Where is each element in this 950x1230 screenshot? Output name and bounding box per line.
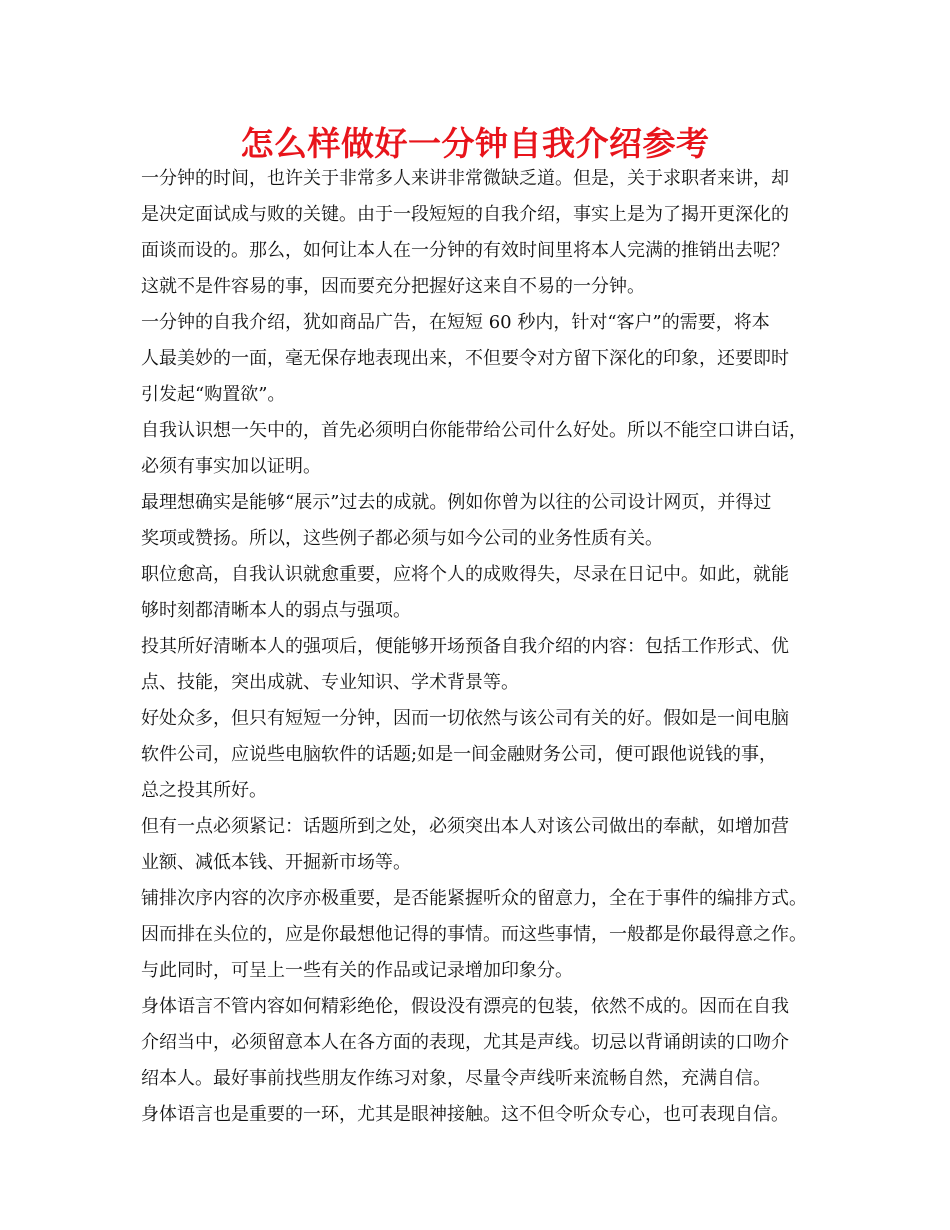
text-line: 总之投其所好。 [141, 780, 267, 801]
text-line: 好处众多，但只有短短一分钟，因而一切依然与该公司有关的好。假如是一间电脑 [141, 708, 789, 729]
text-line: 面谈而设的。那么，如何让本人在一分钟的有效时间里将本人完满的推销出去呢？ [141, 240, 789, 261]
text-line: 业额、减低本钱、开掘新市场等。 [141, 852, 411, 873]
text-line: 身体语言不管内容如何精彩绝伦，假设没有漂亮的包装，依然不成的。因而在自我 [141, 996, 789, 1017]
paragraph [141, 701, 831, 809]
paragraph [141, 989, 831, 1097]
paragraph [141, 557, 831, 629]
text-line: 绍本人。最好事前找些朋友作练习对象，尽量令声线听来流畅自然，充满自信。 [141, 1068, 771, 1089]
paragraph [141, 485, 831, 557]
text-line: 是决定面试成与败的关键。由于一段短短的自我介绍，事实上是为了揭开更深化的 [141, 204, 789, 225]
text-line: 但有一点必须紧记：话题所到之处，必须突出本人对该公司做出的奉献，如增加营 [141, 816, 789, 837]
text-line: 一分钟的时间，也许关于非常多人来讲非常微缺乏道。但是，关于求职者来讲，却 [141, 168, 789, 189]
paragraph [141, 881, 831, 989]
text-line: 引发起“购置欲”。 [141, 384, 286, 405]
text-line: 介绍当中，必须留意本人在各方面的表现，尤其是声线。切忌以背诵朗读的口吻介 [141, 1032, 789, 1053]
text-line: 奖项或赞扬。所以，这些例子都必须与如今公司的业务性质有关。 [141, 528, 663, 549]
paragraph [141, 629, 831, 701]
text-line: 自我认识想一矢中的，首先必须明白你能带给公司什么好处。所以不能空口讲白话， [141, 420, 807, 441]
text-line: 身体语言也是重要的一环，尤其是眼神接触。这不但令听众专心，也可表现自信。 [141, 1104, 789, 1125]
text-line: 这就不是件容易的事，因而要充分把握好这来自不易的一分钟。 [141, 276, 645, 297]
document-body [141, 161, 831, 1133]
text-line: 够时刻都清晰本人的弱点与强项。 [141, 600, 411, 621]
text-line: 铺排次序内容的次序亦极重要，是否能紧握听众的留意力，全在于事件的编排方式。 [141, 888, 807, 909]
text-line: 人最美妙的一面，毫无保存地表现出来，不但要令对方留下深化的印象，还要即时 [141, 348, 789, 369]
paragraph [141, 305, 831, 413]
text-line: 职位愈高，自我认识就愈重要，应将个人的成败得失，尽录在日记中。如此，就能 [141, 564, 789, 585]
text-line: 必须有事实加以证明。 [141, 456, 321, 477]
paragraph [141, 413, 831, 485]
text-line: 点、技能，突出成就、专业知识、学术背景等。 [141, 672, 519, 693]
text-line: 投其所好清晰本人的强项后，便能够开场预备自我介绍的内容：包括工作形式、优 [141, 636, 789, 657]
text-line: 因而排在头位的，应是你最想他记得的事情。而这些事情，一般都是你最得意之作。 [141, 924, 807, 945]
paragraph [141, 1097, 831, 1133]
text-line: 一分钟的自我介绍，犹如商品广告，在短短 60 秒内，针对“客户”的需要，将本 [141, 312, 770, 333]
text-line: 软件公司，应说些电脑软件的话题;如是一间金融财务公司，便可跟他说钱的事， [141, 744, 778, 765]
paragraph [141, 161, 831, 305]
text-line: 与此同时，可呈上一些有关的作品或记录增加印象分。 [141, 960, 573, 981]
text-line: 最理想确实是能够“展示”过去的成就。例如你曾为以往的公司设计网页，并得过 [141, 492, 772, 513]
paragraph [141, 809, 831, 881]
document-title: 怎么样做好一分钟自我介绍参考 [240, 124, 710, 163]
